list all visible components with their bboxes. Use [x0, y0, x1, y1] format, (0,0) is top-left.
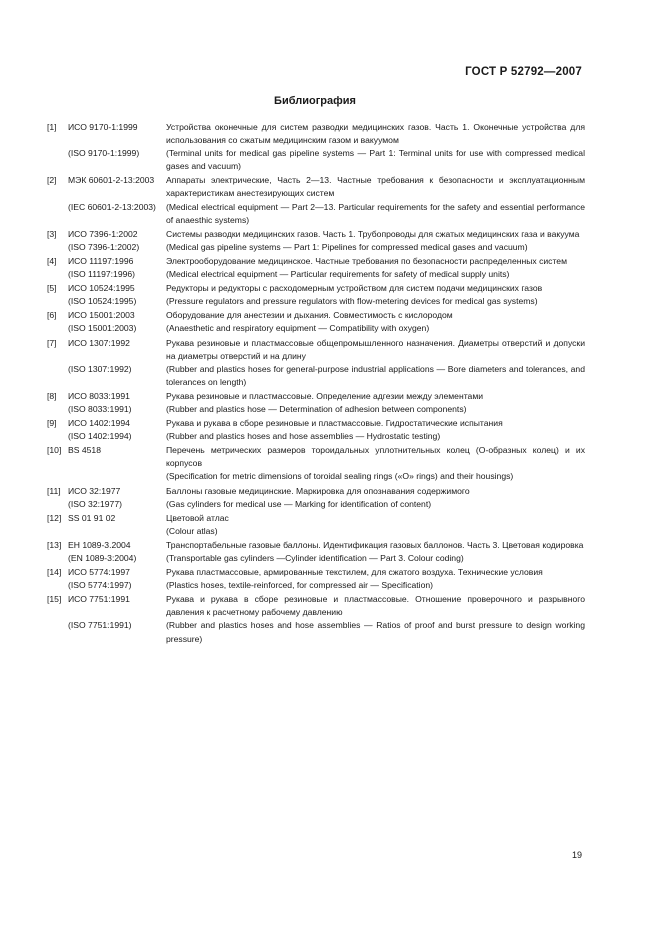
- reference-number: [14]: [47, 567, 62, 578]
- bibliography-title: Библиография: [274, 95, 356, 107]
- reference-description: Цветовой атлас: [166, 512, 229, 523]
- reference-row: [47, 539, 585, 552]
- reference-description: (Rubber and plastics hoses for general-purpose industrial applications — Bore diameters and tolerances, and tolerances on length): [166, 363, 585, 387]
- reference-item: [47, 337, 585, 389]
- reference-row: [47, 579, 585, 592]
- reference-code: (EN 1089-3:2004): [68, 553, 137, 563]
- reference-description: Электрооборудование медицинское. Частные требования по безопасности распределенных систем: [166, 255, 567, 266]
- reference-item: [47, 121, 585, 173]
- reference-number: [1]: [47, 122, 57, 132]
- reference-number: [12]: [47, 512, 62, 523]
- reference-row: [47, 147, 585, 173]
- reference-code: ИСО 9170-1:1999: [68, 122, 138, 132]
- reference-code: SS 01 91 02: [68, 512, 116, 523]
- reference-item: [47, 228, 585, 254]
- reference-number: [3]: [47, 228, 57, 239]
- reference-list: [47, 121, 585, 647]
- reference-item: [47, 174, 585, 226]
- reference-code: BS 4518: [68, 445, 101, 456]
- reference-description: (Pressure regulators and pressure regulators with flow-metering devices for medical gas systems): [166, 296, 538, 307]
- reference-row: [47, 430, 585, 443]
- reference-number: [6]: [47, 310, 57, 321]
- reference-code: (ISO 1307:1992): [68, 363, 132, 374]
- reference-description: Устройства оконечные для систем разводки медицинских газов. Часть 1. Оконечные устройства для использования со сжатым медицинским газом и вакуумом: [166, 122, 585, 146]
- reference-description: Рукава и рукава в сборе резиновые и пластмассовые. Отношение проверочного и разрывного давления к расчетному рабочему давлению: [166, 594, 585, 618]
- reference-row: [47, 566, 585, 579]
- reference-row: [47, 417, 585, 430]
- reference-description: (Rubber and plastics hoses and hose assemblies — Ratios of proof and burst pressure to design working pressure): [166, 620, 585, 644]
- reference-description: (Specification for metric dimensions of toroidal sealing rings («O» rings) and their housings): [166, 471, 514, 482]
- reference-row: [47, 525, 585, 538]
- reference-description: Рукава резиновые и пластмассовые. Определение адгезии между элементами: [166, 390, 484, 401]
- reference-number: [4]: [47, 255, 57, 266]
- reference-code: ИСО 1307:1992: [68, 337, 130, 348]
- reference-description: (Anaesthetic and respiratory equipment — Compatibility with oxygen): [166, 323, 430, 334]
- reference-row: [47, 470, 585, 483]
- reference-code: (ISO 10524:1995): [68, 296, 137, 307]
- reference-row: [47, 363, 585, 389]
- reference-description: (Rubber and plastics hoses and hose assemblies — Hydrostatic testing): [166, 431, 441, 442]
- reference-item: [47, 512, 585, 538]
- reference-row: [47, 403, 585, 416]
- reference-description: Системы разводки медицинских газов. Часть 1. Трубопроводы для сжатых медицинских газа и вакуума: [166, 228, 580, 239]
- reference-item: [47, 539, 585, 565]
- reference-number: [8]: [47, 390, 57, 401]
- reference-number: [10]: [47, 445, 62, 456]
- page-number: 19: [571, 850, 582, 860]
- reference-description: (Medical electrical equipment — Part 2—13. Particular requirements for the safety and essential performance of anaesthic systems): [166, 201, 585, 225]
- reference-item: [47, 309, 585, 335]
- reference-row: [47, 201, 585, 227]
- reference-description: Баллоны газовые медицинские. Маркировка для опознавания содержимого: [166, 485, 470, 496]
- reference-description: (Terminal units for medical gas pipeline systems — Part 1: Terminal units for use with compressed medical gases and vacuum): [166, 148, 585, 172]
- reference-row: [47, 390, 585, 403]
- reference-description: Транспортабельные газовые баллоны. Идентификация газовых баллонов. Часть 3. Цветовая кодировка: [166, 539, 584, 550]
- reference-code: EH 1089-3.2004: [68, 539, 131, 550]
- reference-description: Перечень метрических размеров тороидальных уплотнительных колец (О-образных колец) и их корпусов: [166, 445, 585, 469]
- reference-code: (ISO 15001:2003): [68, 323, 137, 334]
- reference-row: [47, 268, 585, 281]
- reference-row: [47, 512, 585, 525]
- reference-row: [47, 322, 585, 335]
- reference-number: [9]: [47, 418, 57, 429]
- reference-item: [47, 593, 585, 645]
- reference-number: [5]: [47, 283, 57, 294]
- reference-code: (ISO 7751:1991): [68, 620, 132, 631]
- reference-code: ИСО 10524:1995: [68, 283, 135, 294]
- reference-item: [47, 485, 585, 511]
- reference-code: (IEC 60601-2-13:2003): [68, 201, 156, 212]
- reference-row: [47, 255, 585, 268]
- reference-description: (Colour atlas): [166, 525, 218, 536]
- reference-code: ИСО 5774:1997: [68, 567, 130, 578]
- reference-description: Оборудование для анестезии и дыхания. Совместимость с кислородом: [166, 310, 453, 321]
- reference-code: ИСО 15001:2003: [68, 310, 135, 321]
- reference-number: [13]: [47, 539, 62, 550]
- reference-code: (ISO 5774:1997): [68, 580, 132, 591]
- reference-row: [47, 619, 585, 645]
- reference-row: [47, 309, 585, 322]
- reference-row: [47, 593, 585, 619]
- reference-item: [47, 566, 585, 592]
- reference-number: [11]: [47, 485, 61, 496]
- reference-row: [47, 282, 585, 295]
- reference-item: [47, 282, 585, 308]
- reference-description: Рукава пластмассовые, армированные текстилем, для сжатого воздуха. Технические условия: [166, 567, 543, 578]
- reference-code: (ISO 32:1977): [68, 498, 122, 509]
- reference-code: (ISO 7396-1:2002): [68, 241, 140, 252]
- reference-row: [47, 228, 585, 241]
- reference-number: [7]: [47, 337, 57, 348]
- reference-description: (Plastics hoses, textile-reinforced, for compressed air — Specification): [166, 580, 433, 591]
- reference-code: ИСО 32:1977: [68, 485, 121, 496]
- reference-row: [47, 241, 585, 254]
- reference-row: [47, 498, 585, 511]
- reference-code: МЭК 60601-2-13:2003: [68, 175, 155, 186]
- reference-code: ИСО 1402:1994: [68, 418, 130, 429]
- reference-code: ИСО 8033:1991: [68, 390, 130, 401]
- reference-description: Рукава резиновые и пластмассовые общепромышленного назначения. Диаметры отверстий и допуски на диаметры отверстий и на длину: [166, 337, 585, 361]
- reference-code: (ISO 8033:1991): [68, 403, 132, 414]
- reference-number: [15]: [47, 594, 62, 605]
- reference-number: [2]: [47, 175, 57, 186]
- document-code: ГОСТ Р 52792—2007: [465, 66, 582, 78]
- reference-row: [47, 295, 585, 308]
- reference-code: (ISO 1402:1994): [68, 431, 132, 442]
- reference-code: ИСО 11197:1996: [68, 255, 134, 266]
- reference-row: [47, 444, 585, 470]
- reference-code: (ISO 11197:1996): [68, 269, 136, 280]
- reference-code: (ISO 9170-1:1999): [68, 148, 140, 159]
- reference-description: (Gas cylinders for medical use — Marking for identification of content): [166, 498, 432, 509]
- reference-description: Аппараты электрические, Часть 2—13. Частные требования к безопасности и эксплуатационным характеристикам анестезирующих систем: [166, 175, 585, 199]
- reference-description: Редукторы и редукторы с расходомерным устройством для систем подачи медицинских газов: [166, 283, 543, 294]
- reference-description: Рукава и рукава в сборе резиновые и пластмассовые. Гидростатические испытания: [166, 418, 503, 429]
- reference-item: [47, 255, 585, 281]
- reference-description: (Transportable gas cylinders —Cylinder identification — Part 3. Colour coding): [166, 553, 464, 563]
- reference-code: ИСО 7751:1991: [68, 594, 130, 605]
- reference-description: (Medical electrical equipment — Particular requirements for safety of medical supply units): [166, 269, 510, 280]
- reference-row: [47, 485, 585, 498]
- reference-row: [47, 552, 585, 565]
- reference-row: [47, 337, 585, 363]
- reference-description: (Medical gas pipeline systems — Part 1: Pipelines for compressed medical gases and vacuum): [166, 241, 528, 252]
- reference-row: [47, 174, 585, 200]
- reference-item: [47, 417, 585, 443]
- reference-code: ИСО 7396-1:2002: [68, 228, 138, 239]
- reference-item: [47, 390, 585, 416]
- reference-item: [47, 444, 585, 483]
- reference-row: [47, 121, 585, 147]
- reference-description: (Rubber and plastics hose — Determination of adhesion between components): [166, 403, 467, 414]
